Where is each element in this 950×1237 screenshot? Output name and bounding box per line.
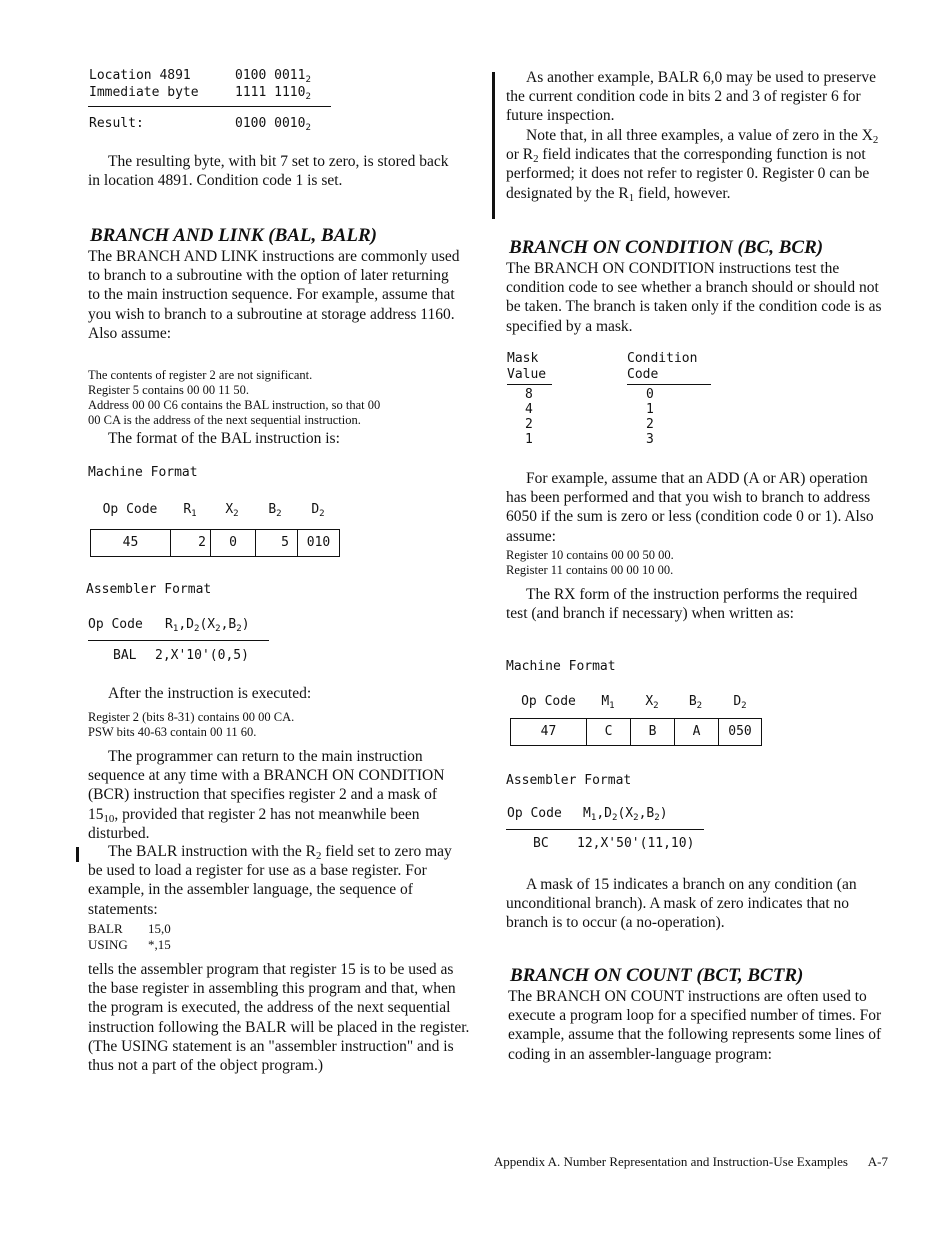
revision-bar <box>492 72 495 219</box>
assume-line: Register 5 contains 00 00 11 50. <box>88 383 249 397</box>
bal-format-text: The format of the BAL instruction is: <box>108 430 340 447</box>
header-b2: $B_2$ <box>688 694 703 711</box>
asm-head-op: Op Code <box>507 806 562 821</box>
bal-assume-list <box>88 368 473 428</box>
box-op-code: 45 <box>91 530 171 556</box>
mask-head-2: Value <box>507 367 547 382</box>
footer-text: Appendix A. Number Representation and Instruction-Use Examples <box>493 1154 848 1169</box>
after-list <box>88 710 294 740</box>
assume-line: 00 CA is the address of the next sequential instruction. <box>88 413 361 427</box>
mask-value: 1 <box>525 432 533 447</box>
machine-format-label: Machine Format <box>506 659 616 674</box>
after-text: After the instruction is executed: <box>108 685 312 702</box>
box-d2: 010 <box>306 535 331 550</box>
para-balr: The BALR instruction with the $R_2$ field set to zero may be used to load a register for use as a base register. For example, in the assembler language, the sequence of statements: <box>88 843 452 918</box>
assume-line: Address 00 00 C6 contains the BAL instruction, so that 00 <box>88 398 381 412</box>
box-b2: 5 <box>256 530 298 556</box>
assembler-format-label: Assembler Format <box>86 582 212 597</box>
asm-head-operands: $M_1,D_2(X_2,B_2)$ <box>583 806 668 823</box>
after-line: PSW bits 40-63 contain 00 11 60. <box>88 725 257 739</box>
machine-format-boxes <box>90 529 340 557</box>
bal-heading: BRANCH AND LINK (BAL, BALR) <box>90 225 377 246</box>
asm-line-op: BC <box>533 836 549 851</box>
code-line: USING *,15 <box>88 937 171 952</box>
assume-line: The contents of register 2 are not significant. <box>88 368 313 382</box>
header-op-code: Op Code <box>102 502 158 517</box>
assembler-format-label: Assembler Format <box>506 773 632 788</box>
loc-row-2-value: 1111 $1110_2$ <box>235 85 311 102</box>
cc-value: 1 <box>646 402 654 417</box>
loc-row-2-label: Immediate byte <box>89 85 199 100</box>
loc-row-1-label: Location 4891 <box>89 68 191 83</box>
mask-value: 2 <box>525 417 533 432</box>
para-result: The resulting byte, with bit 7 set to zero, is stored back in location 4891. Condition code 1 is set. <box>88 153 449 190</box>
header-x2: $X_2$ <box>645 694 659 711</box>
bc-heading: BRANCH ON CONDITION (BC, BCR) <box>509 237 824 258</box>
machine-format-label: Machine Format <box>88 465 198 480</box>
para-rx: The RX form of the instruction performs the required test (and branch if necessary) when written as: <box>506 586 858 623</box>
box-x2: B <box>631 719 675 745</box>
mask-head-rule <box>507 384 552 385</box>
cc-head-rule <box>627 384 711 385</box>
asm-divider <box>88 640 269 641</box>
cc-value: 3 <box>646 432 654 447</box>
machine-format-headers <box>90 502 340 517</box>
bct-heading: BRANCH ON COUNT (BCT, BCTR) <box>510 965 804 986</box>
header-r1: $R_1$ <box>183 502 197 519</box>
header-x2: $X_2$ <box>225 502 239 519</box>
bct-intro: The BRANCH ON COUNT instructions are often used to execute a program loop for a specified number of times. For example, assume that the following represents some lines of coding in an assembler-language program: <box>508 988 882 1063</box>
cc-head-2: Code <box>627 367 659 382</box>
code-block <box>88 921 171 953</box>
para-return: The programmer can return to the main instruction sequence at any time with a BRANCH ON CONDITION (BCR) instruction that specifies register 2 and a mask of $15_{10}$, provided that register 2 has not meanwhile been disturbed. <box>88 748 445 842</box>
para-balr60: As another example, BALR 6,0 may be used to preserve the current condition code in bits 2 and 3 of register 6 for future inspection. <box>506 69 876 125</box>
after-line: Register 2 (bits 8-31) contains 00 00 CA. <box>88 710 295 724</box>
page-number: A-7 <box>867 1154 888 1169</box>
assume-line: Register 11 contains 00 00 10 00. <box>506 563 674 577</box>
para-mask15: A mask of 15 indicates a branch on any condition (an unconditional branch). A mask of zero indicates that no branch is to occur (a no-operation). <box>506 876 857 932</box>
mask-head-1: Mask <box>507 351 539 366</box>
loc-row-1-value: 0100 $0011_2$ <box>235 68 311 85</box>
header-op-code: Op Code <box>521 694 576 709</box>
asm-line-op: BAL <box>113 648 137 663</box>
box-x2: 0 <box>211 530 256 556</box>
header-d2: $D_2$ <box>733 694 747 711</box>
bc-intro: The BRANCH ON CONDITION instructions test the condition code to see whether a branch should or should not be taken. The branch is taken only if the condition code is as specified by a mask. <box>506 260 882 335</box>
cc-value: 0 <box>646 387 654 402</box>
box-m1: C <box>587 719 631 745</box>
page-footer <box>494 1154 888 1170</box>
para-add: For example, assume that an ADD (A or AR) operation has been performed and that you wish to branch to address 6050 if the sum is zero or less (condition code 0 or 1). Also assume: <box>506 470 874 545</box>
machine-format-boxes <box>510 718 762 746</box>
box-r1: 2 <box>171 530 211 556</box>
para-tells: tells the assembler program that register 15 is to be used as the base register in assembling this program and that, when the program is executed, the address of the next sequential instruction following the BALR will be placed in the register. (The USING statement is an "assembler instruction" and is thus not a part of the object program.) <box>88 961 470 1075</box>
loc-result-label: Result: <box>89 116 144 131</box>
mask-table <box>507 351 717 451</box>
box-d2: 050 <box>728 724 752 739</box>
header-b2: $B_2$ <box>268 502 282 519</box>
right-assume-list <box>506 548 674 578</box>
assume-line: Register 10 contains 00 00 50 00. <box>506 548 674 562</box>
loc-table-divider <box>88 106 331 107</box>
mask-value: 8 <box>525 387 533 402</box>
asm-divider <box>506 829 704 830</box>
asm-line-operands: 12,X'50'(11,10) <box>577 836 695 851</box>
cc-head-1: Condition <box>627 351 698 366</box>
asm-head-op: Op Code <box>88 617 143 632</box>
box-op-code: 47 <box>511 719 587 745</box>
mask-value: 4 <box>525 402 533 417</box>
box-b2: A <box>675 719 719 745</box>
asm-line-operands: 2,X'10'(0,5) <box>155 648 249 663</box>
bal-intro: The BRANCH AND LINK instructions are commonly used to branch to a subroutine with the option of later returning to the main instruction sequence. For example, assume that you wish to branch to a subroutine at storage address 1160. Also assume: <box>88 248 460 342</box>
asm-head-operands: $R_1,D_2(X_2,B_2)$ <box>165 617 250 634</box>
loc-result-value: 0100 $0010_2$ <box>235 116 311 133</box>
machine-format-headers <box>511 694 763 709</box>
cc-value: 2 <box>646 417 654 432</box>
header-d2: $D_2$ <box>311 502 325 519</box>
code-line: BALR 15,0 <box>88 921 171 936</box>
header-m1: $M_1$ <box>601 694 615 711</box>
para-note: Note that, in all three examples, a value of zero in the $X_2$ or $R_2$ field indicates that the corresponding function is not performed; it does not refer to register 0. Register 0 can be designated by the $R_1$ field, however. <box>506 127 879 204</box>
revision-bar <box>76 847 79 862</box>
